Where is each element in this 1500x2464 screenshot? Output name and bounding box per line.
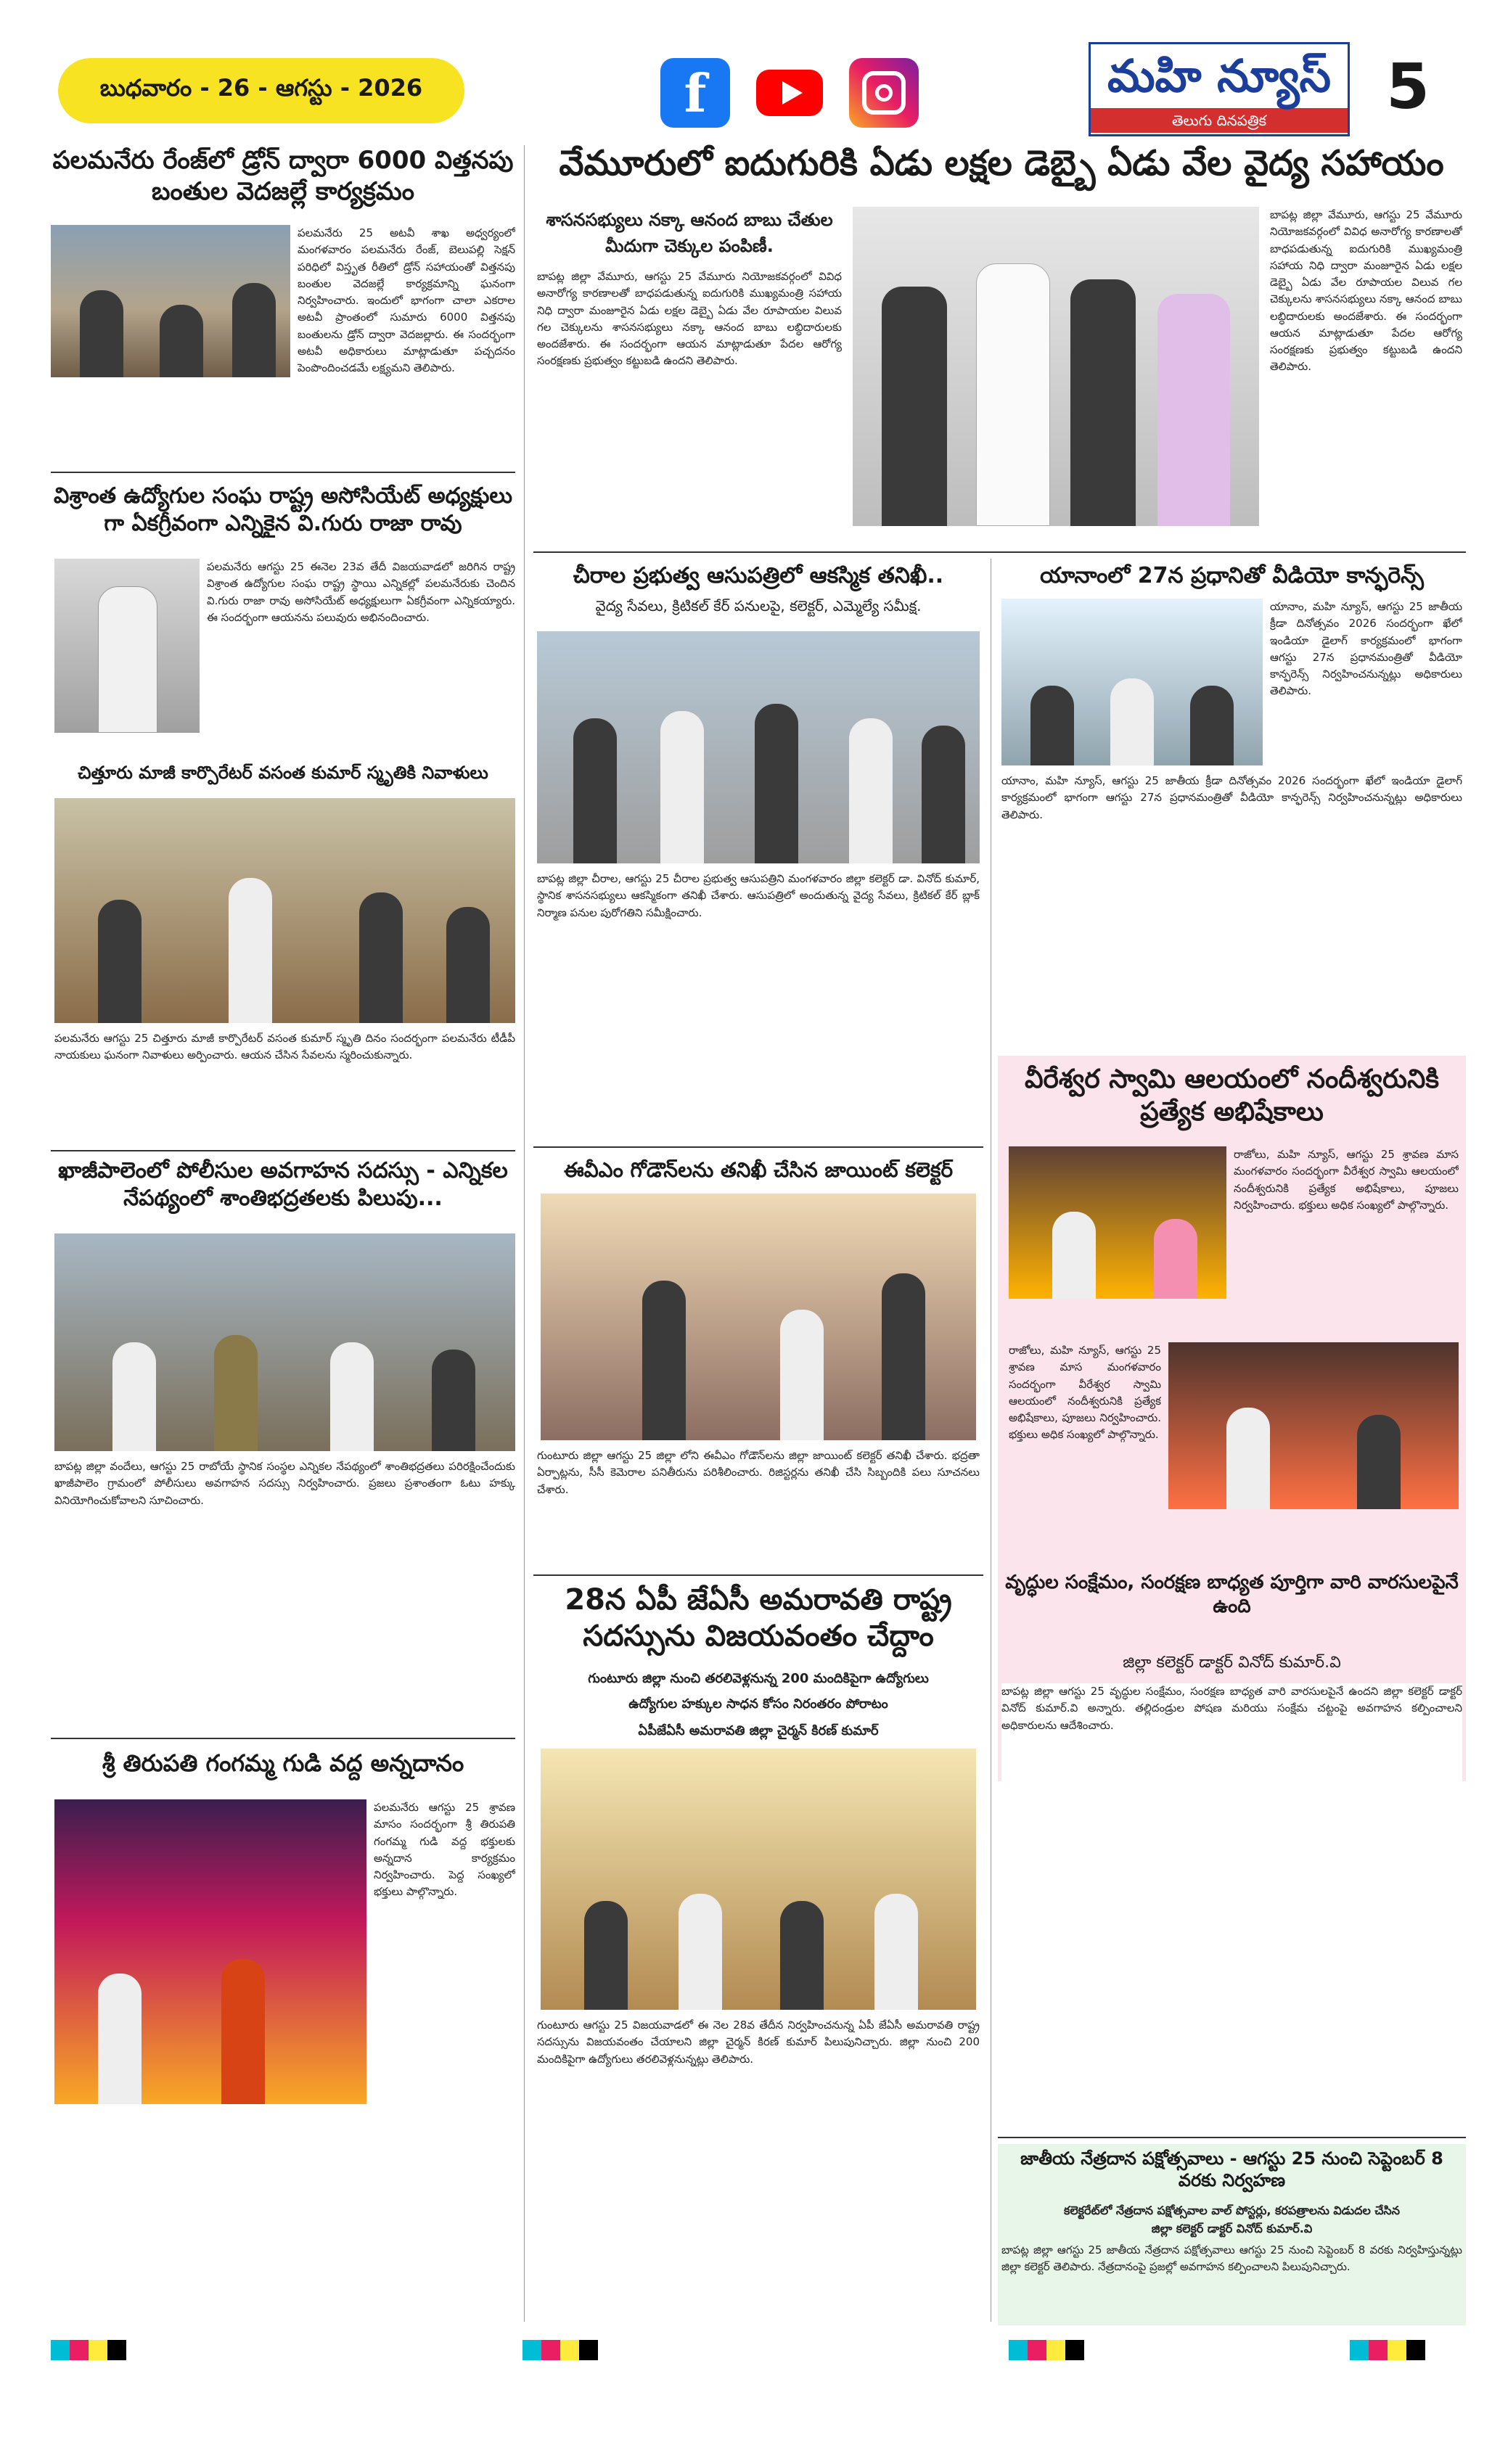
drone-photo — [51, 225, 290, 377]
divider — [51, 472, 515, 473]
yanam-body-cont: యానాం, మహి న్యూస్, ఆగస్టు 25 జాతీయ క్రీడా దినోత్సవం 2026 సందర్భంగా ఖేలో ఇండియా డైలాగ్ కార్యక్రమంలో భాగంగా ఆగస్టు 27న ప్రధానమంత్రితో వీడియో కాన్ఫరెన్స్ నిర్వహించనున్నట్లు అధికారులు తెలిపారు. — [1001, 774, 1462, 821]
yanam-headline: యానాంలో 27న ప్రధానితో వీడియో కాన్ఫరెన్స్ — [1040, 563, 1424, 588]
evm-body: గుంటూరు జిల్లా ఆగస్టు 25 జిల్లా లోని ఈవీఎం గోడౌన్‌లను జిల్లా జాయింట్ కలెక్టర్ తనిఖీ చేశారు. భద్రతా ఏర్పాట్లను, సీసీ కెమెరాల పనితీరును పరిశీలించారు. రిజిస్టర్లను తనిఖీ చేసి సిబ్బందికి పలు సూచనలు చేశారు. — [537, 1449, 980, 1496]
pooja-photo — [1168, 1342, 1459, 1509]
kajipalem-headline: ఖాజీపాలెంలో పోలీసుల అవగాహన సదస్సు - ఎన్నికల నేపథ్యంలో శాంతిభద్రతలకు పిలుపు... — [58, 1158, 508, 1211]
vemuru-body-cont: బాపట్ల జిల్లా వేమూరు, ఆగస్టు 25 వేమూరు నియోజకవర్గంలో వివిధ అనారోగ్య కారణాలతో బాధపడుతున్న ఐదుగురికి ముఖ్యమంత్రి సహాయ నిధి ద్వారా మంజూరైన ఏడు లక్షల డెబ్బై ఏడు వేల రూపాయల విలువ గల చెక్కులను శాసనసభ్యులు నక్కా ఆనంద బాబు లబ్ధిదారులకు అందజేశారు. ఈ సందర్భంగా ఆయన మాట్లాడుతూ పేదల ఆరోగ్య సంరక్షణకు ప్రభుత్వం కట్టుబడి ఉందని తెలిపారు. — [1270, 208, 1462, 374]
vemuru-headline: వేమూరులో ఐదుగురికి ఏడు లక్షల డెబ్బై ఏడు వేల వైద్య సహాయం — [559, 143, 1444, 184]
registration-mark — [522, 2340, 598, 2360]
page-number: 5 — [1386, 51, 1430, 123]
divider — [533, 551, 1466, 553]
retired-headline: విశ్రాంత ఉద్యోగుల సంఘ రాష్ట్ర అసోసియేట్ అధ్యక్షులు గా ఏకగ్రీవంగా ఎన్నికైన వి.గురు రాజా రావు — [53, 483, 513, 536]
veereswara-headline: వీరేశ్వర స్వామి ఆలయంలో నందీశ్వరునికి ప్రత్యేక అభిషేకాలు — [1024, 1064, 1440, 1127]
youtube-icon[interactable] — [755, 58, 824, 128]
apjac-headline: 28న ఏపీ జేఏసీ అమరావతి రాష్ట్ర సదస్సును విజయవంతం చేద్దాం — [565, 1583, 952, 1653]
divider — [51, 1150, 515, 1151]
chittoor-body: పలమనేరు ఆగస్టు 25 చిత్తూరు మాజీ కార్పొరేటర్ వసంత కుమార్ స్మృతి దినం సందర్భంగా పలమనేరు టీడీపీ నాయకులు ఘనంగా నివాళులు అర్పించారు. ఆయన చేసిన సేవలను స్మరించుకున్నారు. — [54, 1032, 515, 1062]
apjac-subhead: గుంటూరు జిల్లా నుంచి తరలివెళ్లనున్న 200 మందికిపైగా ఉద్యోగులు — [588, 1671, 929, 1686]
divider — [998, 2137, 1466, 2138]
video-conference-photo — [1001, 599, 1263, 765]
elders-body: బాపట్ల జిల్లా ఆగస్టు 25 వృద్ధుల సంక్షేమం, సంరక్షణ బాధ్యత వారి వారసులపైనే ఉందని జిల్లా కలెక్టర్ డాక్టర్ వినోద్ కుమార్.వి అన్నారు. తల్లిదండ్రుల పోషణ మరియు సంక్షేమ చట్టంపై అవగాహన కల్పించాలని అధికారులను ఆదేశించారు. — [1001, 1683, 1462, 2133]
column-divider — [524, 145, 525, 2322]
chirala-headline: చీరాల ప్రభుత్వ ఆసుపత్రిలో ఆకస్మిక తనిఖీ.. — [573, 563, 944, 588]
hospital-inspection-photo — [537, 631, 980, 863]
registration-mark — [1009, 2340, 1084, 2360]
abhishekam-photo — [1009, 1146, 1226, 1299]
eye-byline: జిల్లా కలెక్టర్ డాక్టర్ వినోద్ కుమార్.వి — [1151, 2222, 1313, 2235]
registration-mark — [1350, 2340, 1425, 2360]
divider — [533, 1146, 983, 1148]
chittoor-headline: చిత్తూరు మాజీ కార్పొరేటర్ వసంత కుమార్ స్మృతికి నివాళులు — [78, 763, 488, 783]
elders-byline: జిల్లా కలెక్టర్ డాక్టర్ వినోద్ కుమార్.వి — [1123, 1654, 1341, 1672]
registration-mark — [51, 2340, 126, 2360]
chirala-subhead: వైద్య సేవలు, క్రిటికల్ కేర్ పనులపై, కలెక్టర్, ఎమ్మెల్యే సమీక్ష. — [595, 597, 922, 615]
jac-meeting-photo — [541, 1749, 976, 2010]
eye-headline: జాతీయ నేత్రదాన పక్షోత్సవాలు - ఆగస్టు 25 నుంచి సెప్టెంబర్ 8 వరకు నిర్వహణ — [1020, 2148, 1443, 2190]
drone-body: పలమనేరు 25 అటవీ శాఖ అధ్వర్యంలో మంగళవారం పలమనేరు రేంజ్, బెలుపల్లి సెక్షన్ పరిధిలో విస్తృత రీతిలో డ్రోన్ సహాయంతో విత్తనపు బంతుల వెదజల్లే కార్యక్రమాన్ని ఘనంగా నిర్వహించారు. ఇందులో భాగంగా చాలా ఎకరాల అటవీ ప్రాంతంలో సుమారు 6000 విత్తనపు బంతులను డ్రోన్ ద్వారా వెదజల్లారు. ఈ సందర్భంగా అటవీ అధికారులు మాట్లాడుతూ పచ్చదనం పెంపొందించడమే లక్ష్యమని తెలిపారు. — [298, 226, 515, 374]
vemuru-body: బాపట్ల జిల్లా వేమూరు, ఆగస్టు 25 వేమూరు నియోజకవర్గంలో వివిధ అనారోగ్య కారణాలతో బాధపడుతున్న ఐదుగురికి ముఖ్యమంత్రి సహాయ నిధి ద్వారా మంజూరైన ఏడు లక్షల డెబ్బై ఏడు వేల రూపాయల విలువ గల చెక్కులను శాసనసభ్యులు నక్కా ఆనంద బాబు లబ్ధిదారులకు అందజేశారు. ఈ సందర్భంగా ఆయన మాట్లాడుతూ పేదల ఆరోగ్య సంరక్షణకు ప్రభుత్వం కట్టుబడి ఉందని తెలిపారు. — [537, 270, 842, 368]
tirupati-body: పలమనేరు ఆగస్టు 25 శ్రావణ మాసం సందర్భంగా శ్రీ తిరుపతి గంగమ్మ గుడి వద్ద భక్తులకు అన్నదాన కార్యక్రమం నిర్వహించారు. పెద్ద సంఖ్యలో భక్తులు పాల్గొన్నారు. — [374, 1801, 515, 1899]
kajipalem-body: బాపట్ల జిల్లా వందేలు, ఆగస్టు 25 రాబోయే స్థానిక సంస్థల ఎన్నికల నేపథ్యంలో శాంతిభద్రతలు పరిరక్షించేందుకు ఖాజీపాలెం గ్రామంలో పోలీసులు అవగాహన సదస్సు నిర్వహించారు. ప్రజలు ప్రశాంతంగా ఓటు హక్కు వినియోగించుకోవాలని సూచించారు. — [54, 1460, 515, 1507]
apjac-tagline: ఉద్యోగుల హక్కుల సాధన కోసం నిరంతరం పోరాటం — [628, 1696, 888, 1712]
eye-subhead: కలెక్టరేట్‌లో నేత్రదాన పక్షోత్సవాల వాల్ పోస్టర్లు, కరపత్రాలను విడుదల చేసిన — [1063, 2204, 1401, 2217]
retired-body: పలమనేరు ఆగస్టు 25 ఈనెల 23వ తేదీ విజయవాడలో జరిగిన రాష్ట్ర విశ్రాంత ఉద్యోగుల సంఘ రాష్ట్ర స్థాయి ఎన్నికల్లో పలమనేరుకు చెందిన వి.గురు రాజా రావు అసోసియేట్ అధ్యక్షులుగా ఏకగ్రీవంగా ఎన్నికయ్యారు. ఈ సందర్భంగా ఆయనను పలువురు అభినందించారు. — [207, 560, 515, 624]
veereswara-body-cont: రాజోలు, మహి న్యూస్, ఆగస్టు 25 శ్రావణ మాస మంగళవారం సందర్భంగా వీరేశ్వర స్వామి ఆలయంలో నందీశ్వరునికి ప్రత్యేక అభిషేకాలు, పూజలు నిర్వహించారు. భక్తులు అధిక సంఖ్యలో పాల్గొన్నారు. — [1009, 1344, 1161, 1442]
portrait-photo — [54, 559, 200, 733]
apjac-body: గుంటూరు ఆగస్టు 25 విజయవాడలో ఈ నెల 28వ తేదీన నిర్వహించనున్న ఏపీ జేఏసీ అమరావతి రాష్ట్ర సదస్సును విజయవంతం చేయాలని జిల్లా చైర్మన్ కిరణ్ కుమార్ పిలుపునిచ్చారు. జిల్లా నుంచి 200 మందికిపైగా ఉద్యోగులు తరలివెళ్లనున్నట్లు తెలిపారు. — [537, 2019, 980, 2066]
yanam-body: యానాం, మహి న్యూస్, ఆగస్టు 25 జాతీయ క్రీడా దినోత్సవం 2026 సందర్భంగా ఖేలో ఇండియా డైలాగ్ కార్యక్రమంలో భాగంగా ఆగస్టు 27న ప్రధానమంత్రితో వీడియో కాన్ఫరెన్స్ నిర్వహించనున్నట్లు అధికారులు తెలిపారు. — [1270, 600, 1462, 698]
apjac-byline: ఏపీజేఏసీ అమరావతి జిల్లా చైర్మన్ కిరణ్ కుమార్ — [638, 1723, 879, 1738]
evm-godown-photo — [541, 1194, 976, 1440]
divider — [51, 1738, 515, 1739]
elders-headline: వృద్ధుల సంక్షేమం, సంరక్షణ బాధ్యత పూర్తిగా వారి వారసులపైనే ఉంది — [1005, 1572, 1459, 1617]
instagram-icon[interactable] — [849, 58, 919, 128]
divider — [533, 1574, 983, 1576]
vemuru-subhead: శాసనసభ్యులు నక్కా ఆనంద బాబు చేతుల మీదుగా చెక్కుల పంపిణీ. — [546, 210, 833, 256]
chirala-body: బాపట్ల జిల్లా చీరాల, ఆగస్టు 25 చీరాల ప్రభుత్వ ఆసుపత్రిని మంగళవారం జిల్లా కలెక్టర్ డా. వినోద్ కుమార్, స్థానిక శాసనసభ్యులు ఆకస్మికంగా తనిఖీ చేశారు. ఆసుపత్రిలో అందుతున్న వైద్య సేవలు, క్రిటికల్ కేర్ బ్లాక్ నిర్మాణ పనుల పురోగతిని సమీక్షించారు. — [537, 872, 980, 919]
temple-photo — [54, 1799, 366, 2104]
drone-headline: పలమనేరు రేంజ్‌లో డ్రోన్ ద్వారా 6000 విత్తనపు బంతుల వెదజల్లే కార్యక్రమం — [52, 146, 514, 206]
newspaper-logo: మహి న్యూస్ తెలుగు దినపత్రిక — [1089, 42, 1350, 136]
police-meeting-photo — [54, 1233, 515, 1451]
facebook-icon[interactable]: f — [660, 58, 730, 128]
veereswara-body: రాజోలు, మహి న్యూస్, ఆగస్టు 25 శ్రావణ మాస మంగళవారం సందర్భంగా వీరేశ్వర స్వామి ఆలయంలో నందీశ్వరునికి ప్రత్యేక అభిషేకాలు, పూజలు నిర్వహించారు. భక్తులు అధిక సంఖ్యలో పాల్గొన్నారు. — [1234, 1148, 1459, 1212]
tribute-photo — [54, 798, 515, 1023]
tirupati-headline: శ్రీ తిరుపతి గంగమ్మ గుడి వద్ద అన్నదానం — [102, 1749, 464, 1777]
cheque-distribution-photo — [853, 207, 1259, 526]
eye-body: బాపట్ల జిల్లా ఆగస్టు 25 జాతీయ నేత్రదాన పక్షోత్సవాలు ఆగస్టు 25 నుంచి సెప్టెంబర్ 8 వరకు నిర్వహిస్తున్నట్లు జిల్లా కలెక్టర్ తెలిపారు. నేత్రదానంపై ప్రజల్లో అవగాహన కల్పించాలని పిలుపునిచ్చారు. — [1001, 2243, 1462, 2274]
date-banner: బుధవారం - 26 - ఆగస్టు - 2026 — [58, 58, 464, 123]
evm-headline: ఈవీఎం గోడౌన్‌లను తనిఖీ చేసిన జాయింట్ కలెక్టర్ — [563, 1158, 954, 1182]
